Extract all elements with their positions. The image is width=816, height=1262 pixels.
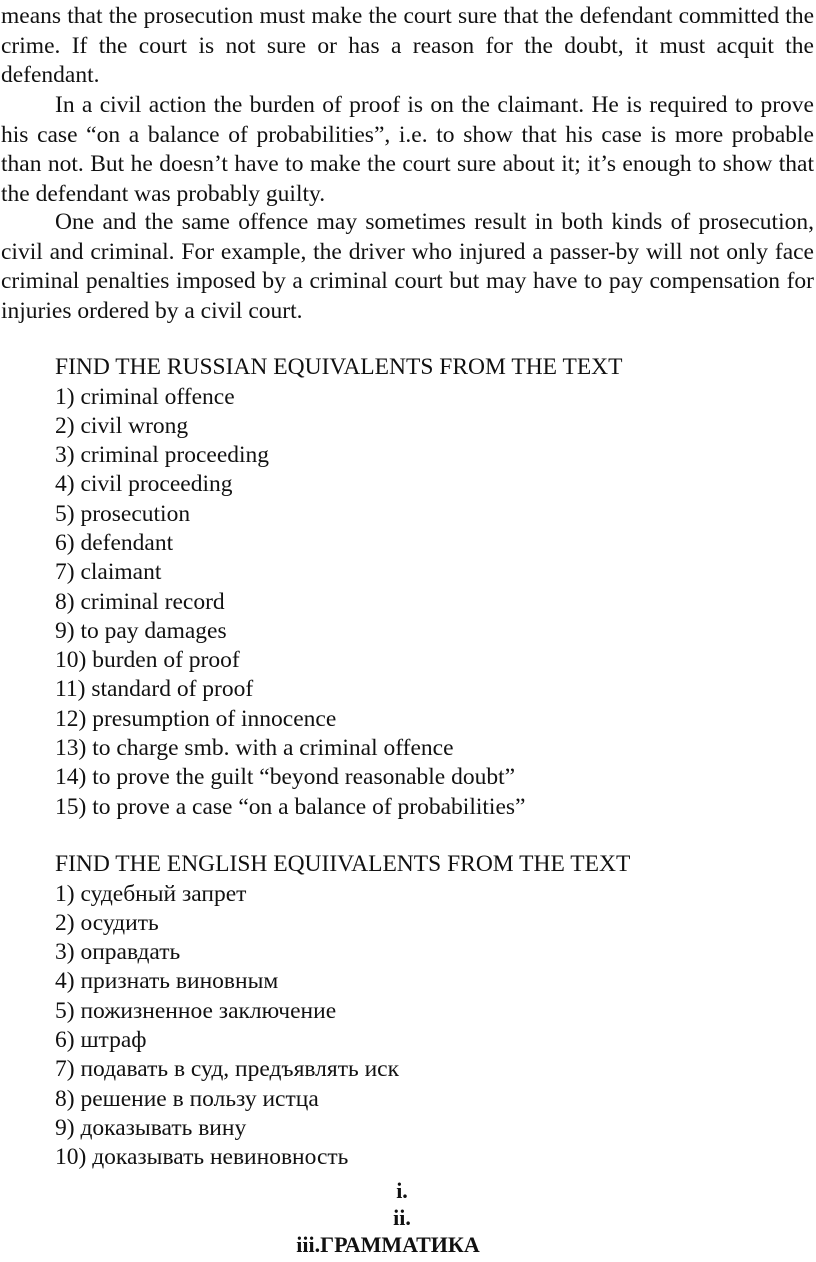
list-item: 6) штраф (55, 1026, 147, 1053)
english-equivalents-section (55, 850, 795, 1172)
english-equivalents-heading: FIND THE ENGLISH EQUIIVALENTS FROM THE TEXT (55, 851, 631, 877)
list-item: 5) prosecution (55, 500, 191, 527)
list-item: 7) claimant (55, 559, 162, 586)
list-item: 8) решение в пользу истца (55, 1085, 319, 1112)
russian-equivalents-section (55, 353, 795, 822)
list-item: 9) доказывать вину (55, 1114, 247, 1141)
list-item: 2) осудить (55, 909, 159, 936)
grammar-heading: iii.ГРАММАТИКА (296, 1232, 480, 1257)
body-paragraph-3: One and the same offence may sometimes result in both kinds of prosecution, civil and criminal. For example, the driver who injured a passer-by will not only face criminal penalties imposed by a criminal court but may have to pay compensation for injuries ordered by a civil court. (1, 209, 814, 324)
list-item: 10) доказывать невиновность (55, 1144, 349, 1171)
list-item: 8) criminal record (55, 588, 225, 615)
roman-heading-i: i. (396, 1178, 408, 1203)
russian-equivalents-heading: FIND THE RUSSIAN EQUIVALENTS FROM THE TEXT (55, 354, 623, 380)
list-item: 10) burden of proof (55, 647, 240, 674)
list-item: 4) civil proceeding (55, 471, 233, 498)
body-paragraph-2: In a civil action the burden of proof is on the claimant. He is required to prove his case “on a balance of probabilities”, i.e. to show that his case is more probable than not. But he doesn’t have to make the court sure about it; it’s enough to show that the defendant was probably guilty. (1, 92, 814, 207)
english-equivalents-list (55, 880, 795, 1173)
russian-equivalents-list (55, 383, 795, 822)
list-item: 7) подавать в суд, предъявлять иск (55, 1056, 399, 1083)
list-item: 6) defendant (55, 529, 174, 556)
list-item: 11) standard of proof (55, 676, 254, 703)
list-item: 5) пожизненное заключение (55, 997, 337, 1024)
list-item: 13) to charge smb. with a criminal offence (55, 735, 454, 762)
list-item: 15) to prove a case “on a balance of probabilities” (55, 793, 526, 820)
roman-heading-ii: ii. (393, 1205, 411, 1230)
list-item: 1) судебный запрет (55, 880, 247, 907)
list-item: 2) civil wrong (55, 412, 189, 439)
list-item: 3) criminal proceeding (55, 442, 270, 469)
list-item: 9) to pay damages (55, 617, 227, 644)
list-item: 1) criminal offence (55, 383, 235, 410)
body-paragraph-1: means that the prosecution must make the court sure that the defendant committed the crime. If the court is not sure or has a reason for the doubt, it must acquit the defendant. (1, 3, 814, 88)
list-item: 3) оправдать (55, 939, 181, 966)
list-item: 12) presumption of innocence (55, 705, 337, 732)
list-item: 14) to prove the guilt “beyond reasonable doubt” (55, 764, 516, 791)
list-item: 4) признать виновным (55, 968, 279, 995)
